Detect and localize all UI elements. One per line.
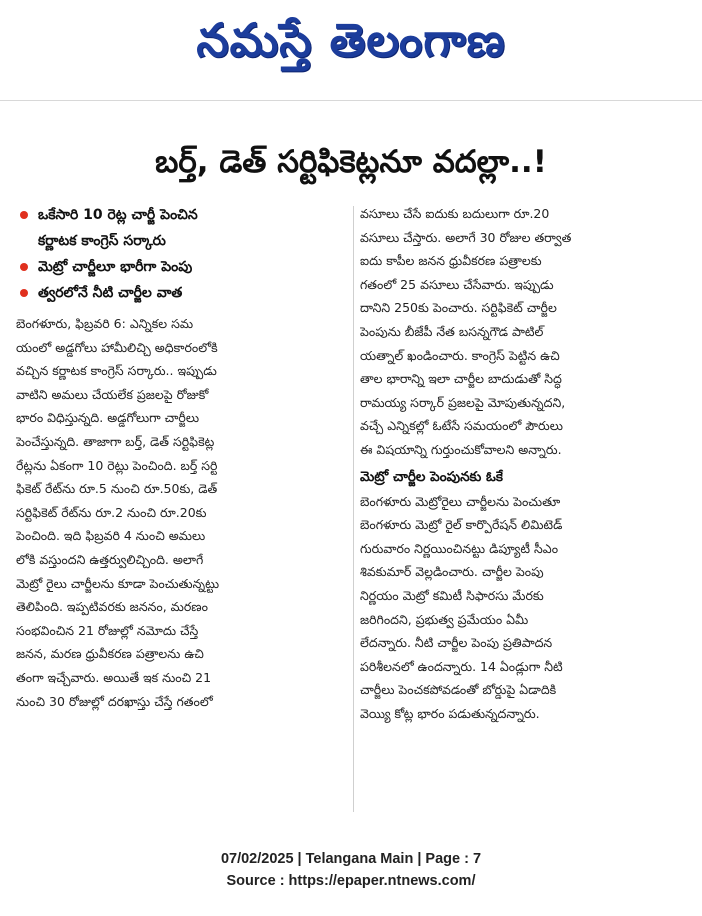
body-line: దానిని 250కు పెంచారు. సర్టిఫికెట్ చార్జీల bbox=[360, 300, 557, 316]
body-line: వచ్చే ఎన్నికల్లో ఓటేసే సమయంలో పౌరులు bbox=[360, 418, 563, 434]
body-line: శివకుమార్ వెల్లడించారు. చార్జీల పెంపు bbox=[360, 564, 544, 580]
footer-source: Source : https://epaper.ntnews.com/ bbox=[226, 873, 476, 889]
body-line: లోకి వస్తుందని ఉత్తర్వులిచ్చింది. అలాగే bbox=[16, 551, 204, 567]
body-text-left bbox=[16, 312, 346, 713]
body-line: మెట్రో రైలు చార్జీలను కూడా పెంచుతున్నట్టు bbox=[16, 575, 220, 591]
body-line: రేట్లను ఏకంగా 10 రెట్లు పెంచింది. బర్త్ సర్టి bbox=[16, 457, 218, 473]
body-line: ఫికెట్ రేట్‌ను రూ.5 నుంచి రూ.50కు, డెత్ bbox=[16, 481, 218, 497]
bullet-dot-icon bbox=[20, 211, 28, 219]
article-headline: బర్త్, డెత్ సర్టిఫికెట్లనూ వదల్లా..! bbox=[155, 143, 547, 180]
article-subheading: మెట్రో చార్జీల పెంపునకు ఓకే bbox=[360, 468, 503, 485]
body-line: ఈ విషయాన్ని గుర్తుంచుకోవాలని అన్నారు. bbox=[360, 441, 562, 457]
column-divider bbox=[353, 206, 354, 812]
bullet-dot-icon bbox=[20, 263, 28, 271]
body-line: ఐదు కాపీల జనన ధ్రువీకరణ పత్రాలకు bbox=[360, 253, 542, 269]
body-line: యంలో అడ్డగోలు హామీలిచ్చి అధికారంలోకి bbox=[16, 339, 218, 355]
highlight-bullets bbox=[16, 202, 346, 306]
body-text-right-a bbox=[360, 202, 692, 462]
body-line: సర్టిఫికెట్ రేట్‌ను రూ.2 నుంచి రూ.20కు bbox=[16, 504, 207, 520]
body-line: పెంచింది. ఇది ఫిబ్రవరి 4 నుంచి అమలు bbox=[16, 528, 206, 544]
bullet-text: ఒకేసారి 10 రెట్ల చార్జీ పెంచిన bbox=[38, 207, 198, 223]
body-line: పెంచేస్తున్నది. తాజాగా బర్త్, డెత్ సర్టిఫికెట్ల bbox=[16, 433, 215, 449]
body-line: వెయ్యి కోట్ల భారం పడుతున్నదన్నారు. bbox=[360, 705, 540, 721]
page-footer bbox=[0, 848, 702, 892]
body-line: వచ్చిన కర్ణాటక కాంగ్రెస్ సర్కారు.. ఇప్పుడు bbox=[16, 363, 217, 379]
article-right-column bbox=[360, 202, 692, 725]
body-line: పెంపును బీజేపీ నేత బసన్నగౌడ పాటిల్ bbox=[360, 323, 544, 339]
article-left-column bbox=[16, 202, 346, 713]
body-line: వసూలు చేస్తారు. అలాగే 30 రోజుల తర్వాత bbox=[360, 229, 572, 245]
bullet-item bbox=[16, 280, 346, 306]
body-line: నిర్ణయం మెట్రో కమిటీ సిఫారసు మేరకు bbox=[360, 587, 544, 603]
body-line: గతంలో 25 వసూలు చేసేవారు. ఇప్పుడు bbox=[360, 276, 554, 292]
body-line: రామయ్య సర్కార్ ప్రజలపై మోపుతున్నదని, bbox=[360, 394, 566, 410]
body-line: బెంగళూరు, ఫిబ్రవరి 6: ఎన్నికల సమ bbox=[16, 316, 194, 331]
body-line: యత్నాల్ ఖండించారు. కాంగ్రెస్ పెట్టిన ఉచి bbox=[360, 347, 560, 363]
body-line: తెలిపింది. ఇప్పటివరకు జననం, మరణం bbox=[16, 599, 208, 615]
body-line: లేదన్నారు. నీటి చార్జీల పెంపు ప్రతిపాదన bbox=[360, 635, 553, 651]
body-line: బెంగళూరు మెట్రో రైల్ కార్పొరేషన్ లిమిటెడ్ bbox=[360, 517, 563, 533]
bullet-text: మెట్రో చార్జీలూ భారీగా పెంపు bbox=[38, 259, 193, 275]
body-line: నుంచి 30 రోజుల్లో దరఖాస్తు చేస్తే గతంలో bbox=[16, 693, 213, 709]
body-line: జరిగిందని, ప్రభుత్వ ప్రమేయం ఏమీ bbox=[360, 611, 529, 627]
body-line: పరిశీలనలో ఉందన్నారు. 14 ఏండ్లుగా నీటి bbox=[360, 658, 563, 674]
body-line: భారం విధిస్తున్నది. అడ్డగోలుగా చార్జీలు bbox=[16, 410, 200, 426]
body-line: వాటిని అమలు చేయలేక ప్రజలపై రోజుకో bbox=[16, 386, 209, 402]
body-line: వసూలు చేసే ఐదుకు బదులుగా రూ.20 bbox=[360, 206, 550, 221]
body-line: తాల భారాన్ని ఇలా చార్జీల బాదుడుతో సిద్ధ bbox=[360, 371, 562, 387]
masthead bbox=[0, 0, 702, 92]
body-text-right-b bbox=[360, 490, 692, 726]
body-line: గురువారం నిర్ణయించినట్టు డిప్యూటీ సీఎం bbox=[360, 540, 559, 556]
bullet-text: త్వరలోనే నీటి చార్జీల వాత bbox=[38, 285, 183, 301]
bullet-text: కర్ణాటక కాంగ్రెస్ సర్కారు bbox=[38, 233, 166, 249]
footer-date-edition: 07/02/2025 | Telangana Main | Page : 7 bbox=[220, 851, 482, 867]
body-line: చార్జీలు పెంచకపోవడంతో బోర్డుపై ఏడాదికి bbox=[360, 682, 557, 698]
body-line: తంగా ఇచ్చేవారు. అయితే ఇక నుంచి 21 bbox=[16, 669, 212, 685]
body-line: సంభవించిన 21 రోజుల్లో నమోదు చేస్తే bbox=[16, 622, 199, 638]
bullet-item bbox=[16, 202, 346, 254]
newspaper-logo: నమస్తే తెలంగాణ bbox=[196, 13, 506, 67]
bullet-dot-icon bbox=[20, 289, 28, 297]
body-line: బెంగళూరు మెట్రోరైలు చార్జీలను పెంచుతూ bbox=[360, 493, 561, 509]
bullet-item bbox=[16, 254, 346, 280]
body-line: జనన, మరణ ధ్రువీకరణ పత్రాలను ఉచి bbox=[16, 646, 204, 662]
